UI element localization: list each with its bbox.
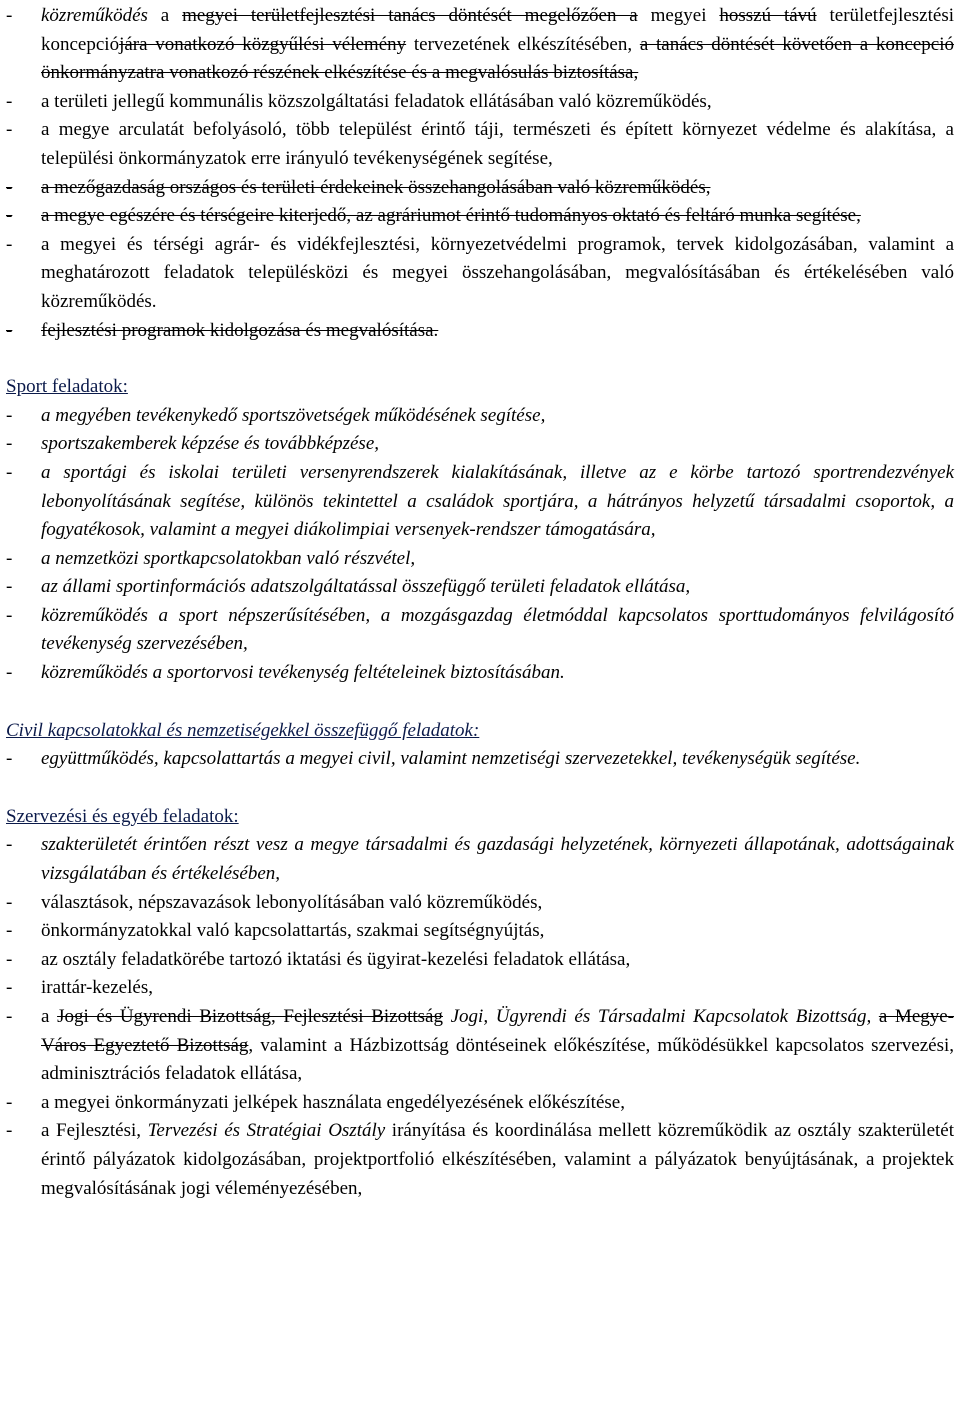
struck-text: a mezőgazdaság országos és területi érdekeinek összehangolásában való közreműködés, [41,176,711,198]
bullet-dash: - [6,948,13,970]
list-item [6,545,954,574]
bullet-dash: - [6,977,13,999]
bullet-dash: - [6,90,13,112]
struck-text: megyei területfejlesztési tanács döntését megelőzően a [182,5,638,26]
org-list [6,831,954,1203]
list-item [6,202,954,231]
bullet-dash: - [6,433,13,455]
struck-text: a Megye-Város Egyeztető Bizottság [41,1006,955,1056]
item-text: Jogi, Ügyrendi és Társadalmi Kapcsolatok Bizottság, [442,1006,872,1027]
sport-section-title [6,373,954,402]
item-text: a Fejlesztési, [41,1120,148,1142]
bullet-dash: - [6,748,13,770]
list-item [6,946,954,975]
item-text: együttműködés, kapcsolattartás a megyei civil, valamint nemzetiségi szervezetekkel, tevékenységük segítése. [41,748,861,770]
list-item [6,1117,954,1203]
item-text: választások, népszavazások lebonyolításában való közreműködés, [41,891,543,913]
civil-title-text: Civil kapcsolatokkal és nemzetiségekkel összefüggő feladatok: [6,719,480,741]
list-item [6,659,954,688]
list-item [6,317,954,346]
list-item [6,831,954,888]
struck-text: a megye egészére és térségeire kiterjedő, az agráriumot érintő tudományos oktató és feltáró munka segítése, [41,205,861,227]
item-text: a sportági és iskolai területi versenyrendszerek kialakításának, illetve az e körbe tartozó sportrendezvények lebonyolításának segítése, különös tekintettel a családok sportjára, a hátrányos helyzetű társadalmi csoportok, a fogyatékosok, valamint a megyei diákolimpiai versenyek-rendszer támogatására, [41,461,954,541]
item-text: irattár-kezelés, [41,977,153,999]
top-list [6,2,954,345]
item-text: Tervezési és Stratégiai Osztály [147,1120,386,1142]
bullet-dash: - [6,576,13,598]
list-item [6,917,954,946]
item-text: a megyei önkormányzati jelképek használata engedélyezésének előkészítése, [41,1091,625,1113]
civil-list [6,745,954,774]
item-text: megyei [637,5,720,26]
item-text: az osztály feladatkörébe tartozó iktatási és ügyirat-kezelési feladatok ellátása, [41,948,631,970]
item-text: a megye arculatát befolyásoló, több települést érintő táji, természeti és épített környezet védelme és alakítása, a települési önkormányzatok erre irányuló tevékenységének segítése, [41,119,954,169]
struck-text: fejlesztési programok kidolgozása és megvalósítása. [41,319,439,341]
item-text: a [147,5,183,26]
item-text: közreműködés a sport népszerűsítésében, a mozgásgazdag életmóddal kapcsolatos sporttudományos felvilágosító tevékenység szervezésében, [41,604,954,655]
item-text: területfejlesztési koncepció [41,5,954,55]
bullet-dash: - [6,5,13,26]
sport-list [6,402,954,688]
org-title-text: Szervezési és egyéb feladatok: [6,805,239,827]
item-text: sportszakemberek képzése és továbbképzése, [41,433,380,455]
sport-title-text: Sport feladatok: [6,376,128,398]
list-item [6,430,954,459]
item-text: irányítása és koordinálása mellett közreműködik az osztály szakterületét érintő pályázatok kidolgozásában, projektportfolió elkészítésében, valamint a pályázatok benyújtásának, a projektek megvalósításának jogi véleményezésében, [41,1120,954,1199]
item-text: közreműködés a sportorvosi tevékenység feltételeinek biztosításában. [41,662,565,684]
bullet-dash: - [6,891,13,913]
list-item [6,974,954,1003]
item-text: szakterületét érintően részt vesz a megye társadalmi és gazdasági helyzetének, környezeti állapotának, adottságainak vizsgálatában és értékelésében, [41,834,954,885]
bullet-dash: - [6,1091,13,1113]
list-item [6,889,954,918]
item-text: a megyei és térségi agrár- és vidékfejlesztési, környezetvédelmi programok, tervek kidolgozásában, valamint a meghatározott feladatok településközi és megyei összehangolásában, megvalósításában és értékelésében való közreműködés. [41,233,954,312]
item-text: a [41,1006,58,1027]
bullet-dash: - [6,119,13,141]
list-item [6,402,954,431]
list-item [6,573,954,602]
bullet-dash: - [6,547,13,569]
bullet-dash: - [6,176,13,198]
item-text: , valamint a Házbizottság döntéseinek előkészítése, működésükkel kapcsolatos szervezési, adminisztrációs feladatok ellátása, [41,1034,954,1085]
struck-text: jára vonatkozó közgyűlési vélemény [119,33,407,55]
list-item [6,602,954,659]
item-text: közreműködés [41,5,148,26]
item-text: önkormányzatokkal való kapcsolattartás, szakmai segítségnyújtás, [41,920,545,942]
bullet-dash: - [6,205,13,227]
list-item [6,745,954,774]
list-item [6,1003,954,1089]
list-item [6,88,954,117]
bullet-dash: - [6,1006,13,1027]
bullet-dash: - [6,319,13,341]
bullet-dash: - [6,604,13,626]
list-item [6,231,954,317]
item-text: az állami sportinformációs adatszolgáltatással összefüggő területi feladatok ellátása, [41,576,691,598]
bullet-dash: - [6,233,13,255]
bullet-dash: - [6,404,13,426]
civil-section-title [6,717,954,746]
item-text: a megyében tevékenykedő sportszövetségek működésének segítése, [41,404,546,426]
item-text: a nemzetközi sportkapcsolatokban való részvétel, [41,547,416,569]
list-item [6,116,954,173]
item-text: tervezetének elkészítésében, [406,33,640,55]
item-text: a területi jellegű kommunális közszolgáltatási feladatok ellátásában való közreműködés, [41,90,712,112]
struck-text: a tanács döntését követően a koncepció önkormányzatra vonatkozó részének elkészítése és a megvalósulás biztosítása, [41,33,954,84]
list-item [6,459,954,545]
item-text [871,1006,879,1027]
bullet-dash: - [6,461,13,483]
bullet-dash: - [6,1120,13,1142]
list-item [6,1089,954,1118]
struck-text: Jogi és Ügyrendi Bizottság, Fejlesztési Bizottság [57,1006,443,1027]
org-section-title [6,803,954,832]
bullet-dash: - [6,834,13,856]
bullet-dash: - [6,920,13,942]
list-item [6,174,954,203]
struck-text: hosszú távú [719,5,817,26]
list-item [6,2,954,88]
bullet-dash: - [6,662,13,684]
